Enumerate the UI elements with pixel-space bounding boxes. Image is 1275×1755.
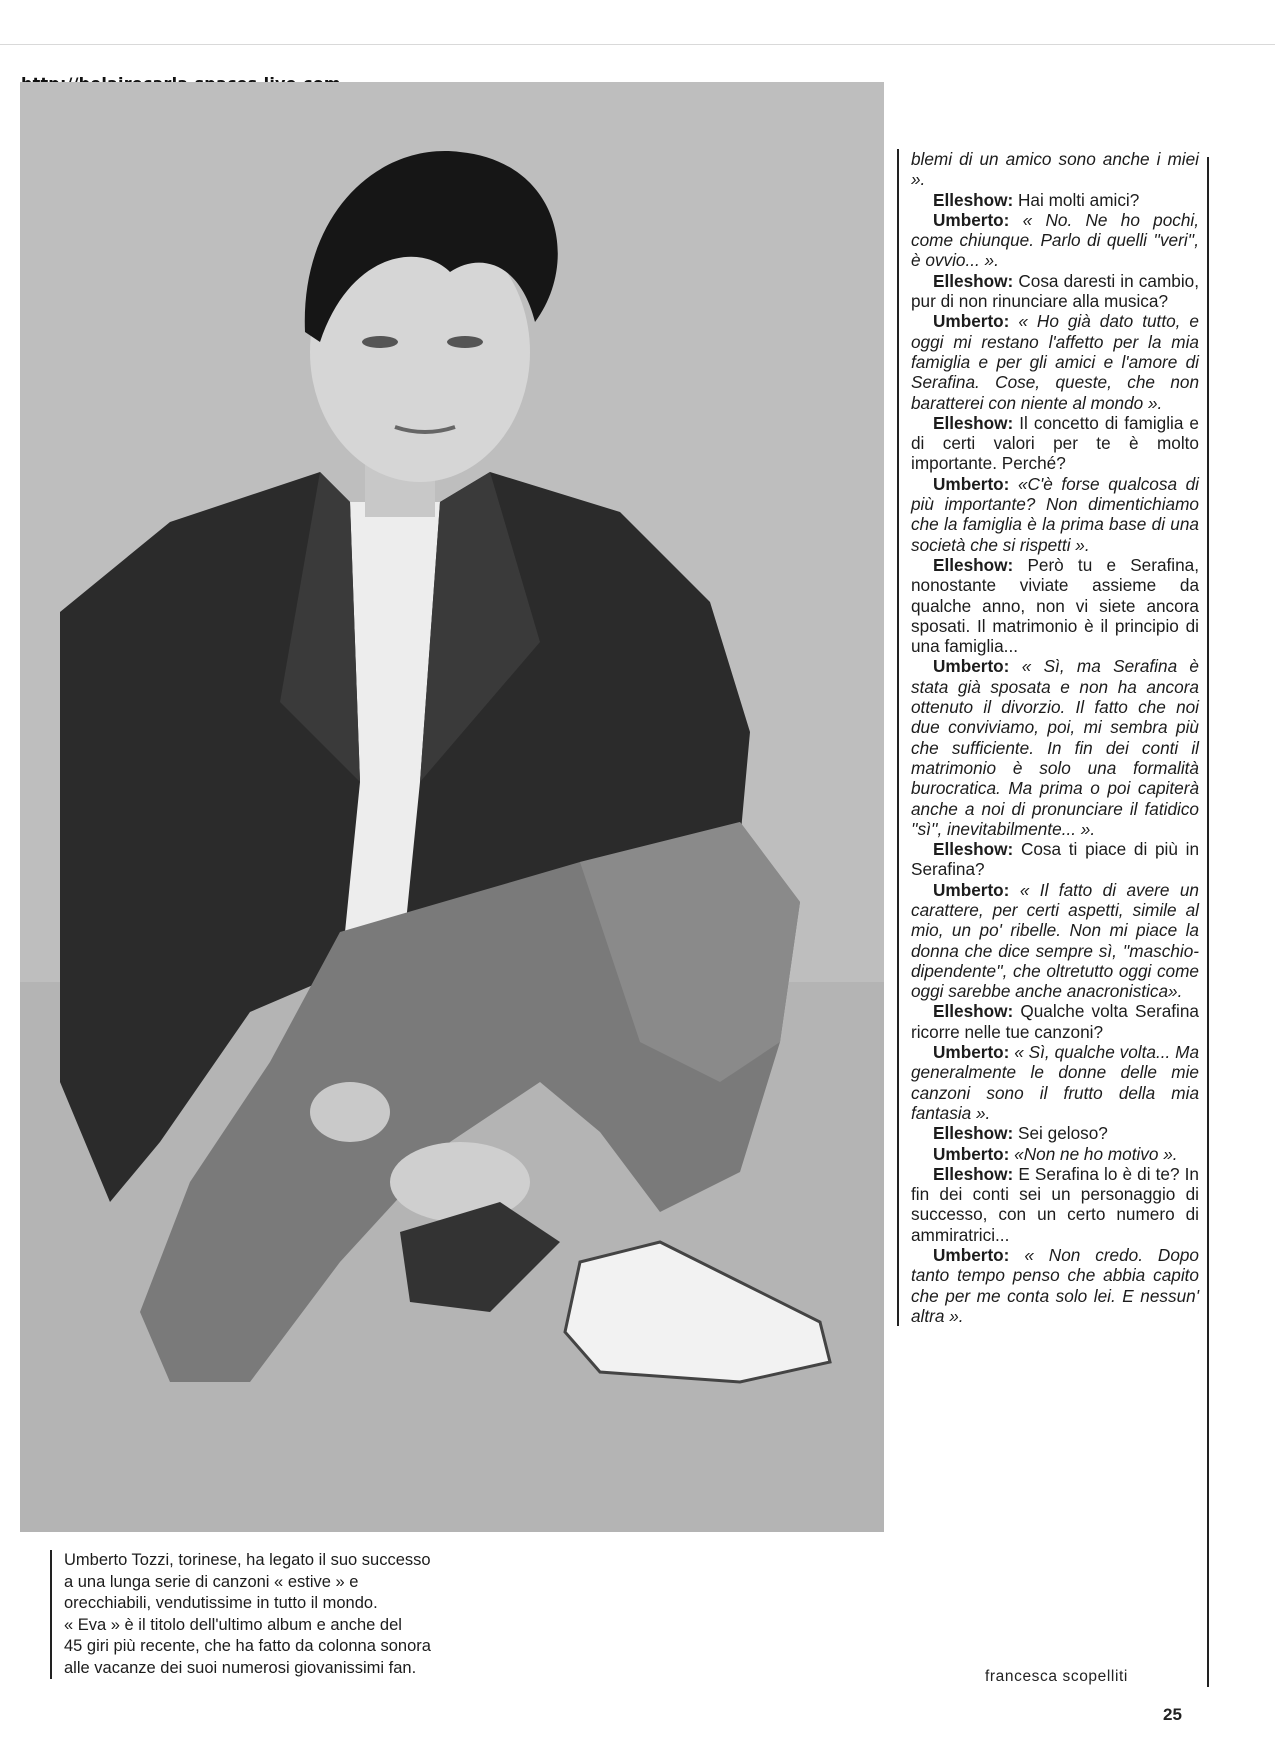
speaker-label: Umberto: xyxy=(933,656,1010,677)
speaker-label: Elleshow: xyxy=(933,270,1014,291)
author-signature: francesca scopelliti xyxy=(985,1668,1128,1685)
speaker-label: Umberto: xyxy=(933,879,1010,900)
interview-turn xyxy=(911,210,1199,271)
interview-turn xyxy=(911,311,1199,412)
turn-text: Cosa ti piace di più in Serafina? xyxy=(911,839,1200,880)
turn-text: « Ho già dato tutto, e oggi mi restano l'affetto per la mia famiglia e per gli amici e l'amore di Serafina. Cose, queste, che non baratterei con niente al mondo ». xyxy=(911,311,1199,413)
interview-turn xyxy=(911,1123,1199,1143)
photo-caption xyxy=(50,1550,604,1679)
interview-column xyxy=(897,149,1199,1326)
speaker-label: Elleshow: xyxy=(933,189,1014,210)
turn-text: « Sì, qualche volta... Ma generalmente le donne delle mie canzoni sono il frutto della mia fantasia ». xyxy=(911,1042,1200,1123)
portrait-photo xyxy=(20,82,884,1532)
turn-text: «C'è forse qualcosa di più importante? Non dimentichiamo che la famiglia è la prima base di una società che si rispetti ». xyxy=(911,473,1199,555)
interview-turn xyxy=(911,839,1199,880)
turn-text: « No. Ne ho pochi, come chiunque. Parlo di quelli ''veri'', è ovvio... ». xyxy=(911,209,1200,271)
interview-turns xyxy=(911,190,1199,1327)
interview-turn xyxy=(911,555,1199,656)
turn-text: Cosa daresti in cambio, pur di non rinunciare alla musica? xyxy=(911,270,1199,312)
interview-turn xyxy=(911,190,1199,210)
interview-turn xyxy=(911,413,1199,474)
interview-turn xyxy=(911,1164,1199,1245)
interview-turn xyxy=(911,1144,1199,1164)
speaker-label: Elleshow: xyxy=(933,839,1014,860)
caption-line: Umberto Tozzi, torinese, ha legato il suo successo xyxy=(64,1551,431,1569)
turn-text: Sei geloso? xyxy=(1018,1123,1108,1144)
turn-text: Il concetto di famiglia e di certi valori per te è molto importante. Perché? xyxy=(911,412,1199,474)
speaker-label: Elleshow: xyxy=(933,554,1014,575)
turn-text: E Serafina lo è di te? In fin dei conti sei un personaggio di successo, con un certo numero di ammiratrici... xyxy=(911,1163,1199,1245)
turn-text: Hai molti amici? xyxy=(1018,189,1140,210)
interview-turn xyxy=(911,880,1199,1002)
portrait-illustration xyxy=(20,82,884,1532)
interview-opening: blemi di un amico sono anche i miei ». xyxy=(911,149,1199,190)
caption-line: alle vacanze dei suoi numerosi giovanissimi fan. xyxy=(64,1658,417,1677)
speaker-label: Umberto: xyxy=(933,473,1010,494)
caption-line: « Eva » è il titolo dell'ultimo album e anche del xyxy=(64,1615,402,1634)
interview-turn xyxy=(911,1245,1199,1326)
speaker-label: Umberto: xyxy=(933,1143,1010,1164)
speaker-label: Umberto: xyxy=(933,311,1010,332)
interview-turn xyxy=(911,656,1199,839)
caption-line: 45 giri più recente, che ha fatto da colonna sonora xyxy=(64,1637,431,1655)
speaker-label: Umberto: xyxy=(933,209,1010,230)
caption-line: orecchiabili, vendutissime in tutto il mondo. xyxy=(64,1594,378,1612)
interview-turn xyxy=(911,1001,1199,1042)
page-edge xyxy=(0,44,1275,45)
turn-text: « Sì, ma Serafina è stata già sposata e non ha ancora ottenuto il divorzio. Il fatto che noi due conviviamo, poi, mi sembra più che sufficiente. In fin dei conti il matrimonio è solo una formalità burocratica. Ma prima o poi capiterà anche a noi di pronunciare il fatidico ''sì'', inevitabilmente... ». xyxy=(911,656,1199,839)
turn-text: Però tu e Serafina, nonostante viviate assieme da qualche anno, non vi siete ancora sposati. Il matrimonio è il principio di una famiglia... xyxy=(911,554,1199,657)
interview-turn xyxy=(911,1042,1199,1123)
caption-line: a una lunga serie di canzoni « estive » e xyxy=(64,1572,359,1591)
page-number: 25 xyxy=(1163,1705,1182,1724)
speaker-label: Elleshow: xyxy=(933,1123,1014,1144)
interview-turn xyxy=(911,474,1199,555)
speaker-label: Umberto: xyxy=(933,1245,1010,1266)
interview-turn xyxy=(911,271,1199,312)
speaker-label: Elleshow: xyxy=(933,1001,1014,1022)
turn-text: « Non credo. Dopo tanto tempo penso che abbia capito che per me conta solo lei. E nessun' altra ». xyxy=(911,1245,1199,1326)
turn-text: «Non ne ho motivo ». xyxy=(1014,1143,1178,1164)
speaker-label: Elleshow: xyxy=(933,412,1014,433)
turn-text: « Il fatto di avere un carattere, per certi aspetti, simile al mio, un po' ribelle. Non mi piace la donna che dice sempre sì, ''maschio-dipendente'', che oltretutto oggi come oggi sarebbe anche anacronistica». xyxy=(911,879,1199,1002)
speaker-label: Elleshow: xyxy=(933,1163,1014,1184)
column-rule xyxy=(1207,157,1209,1687)
turn-text: Qualche volta Serafina ricorre nelle tue canzoni? xyxy=(911,1001,1199,1042)
speaker-label: Umberto: xyxy=(933,1042,1010,1063)
